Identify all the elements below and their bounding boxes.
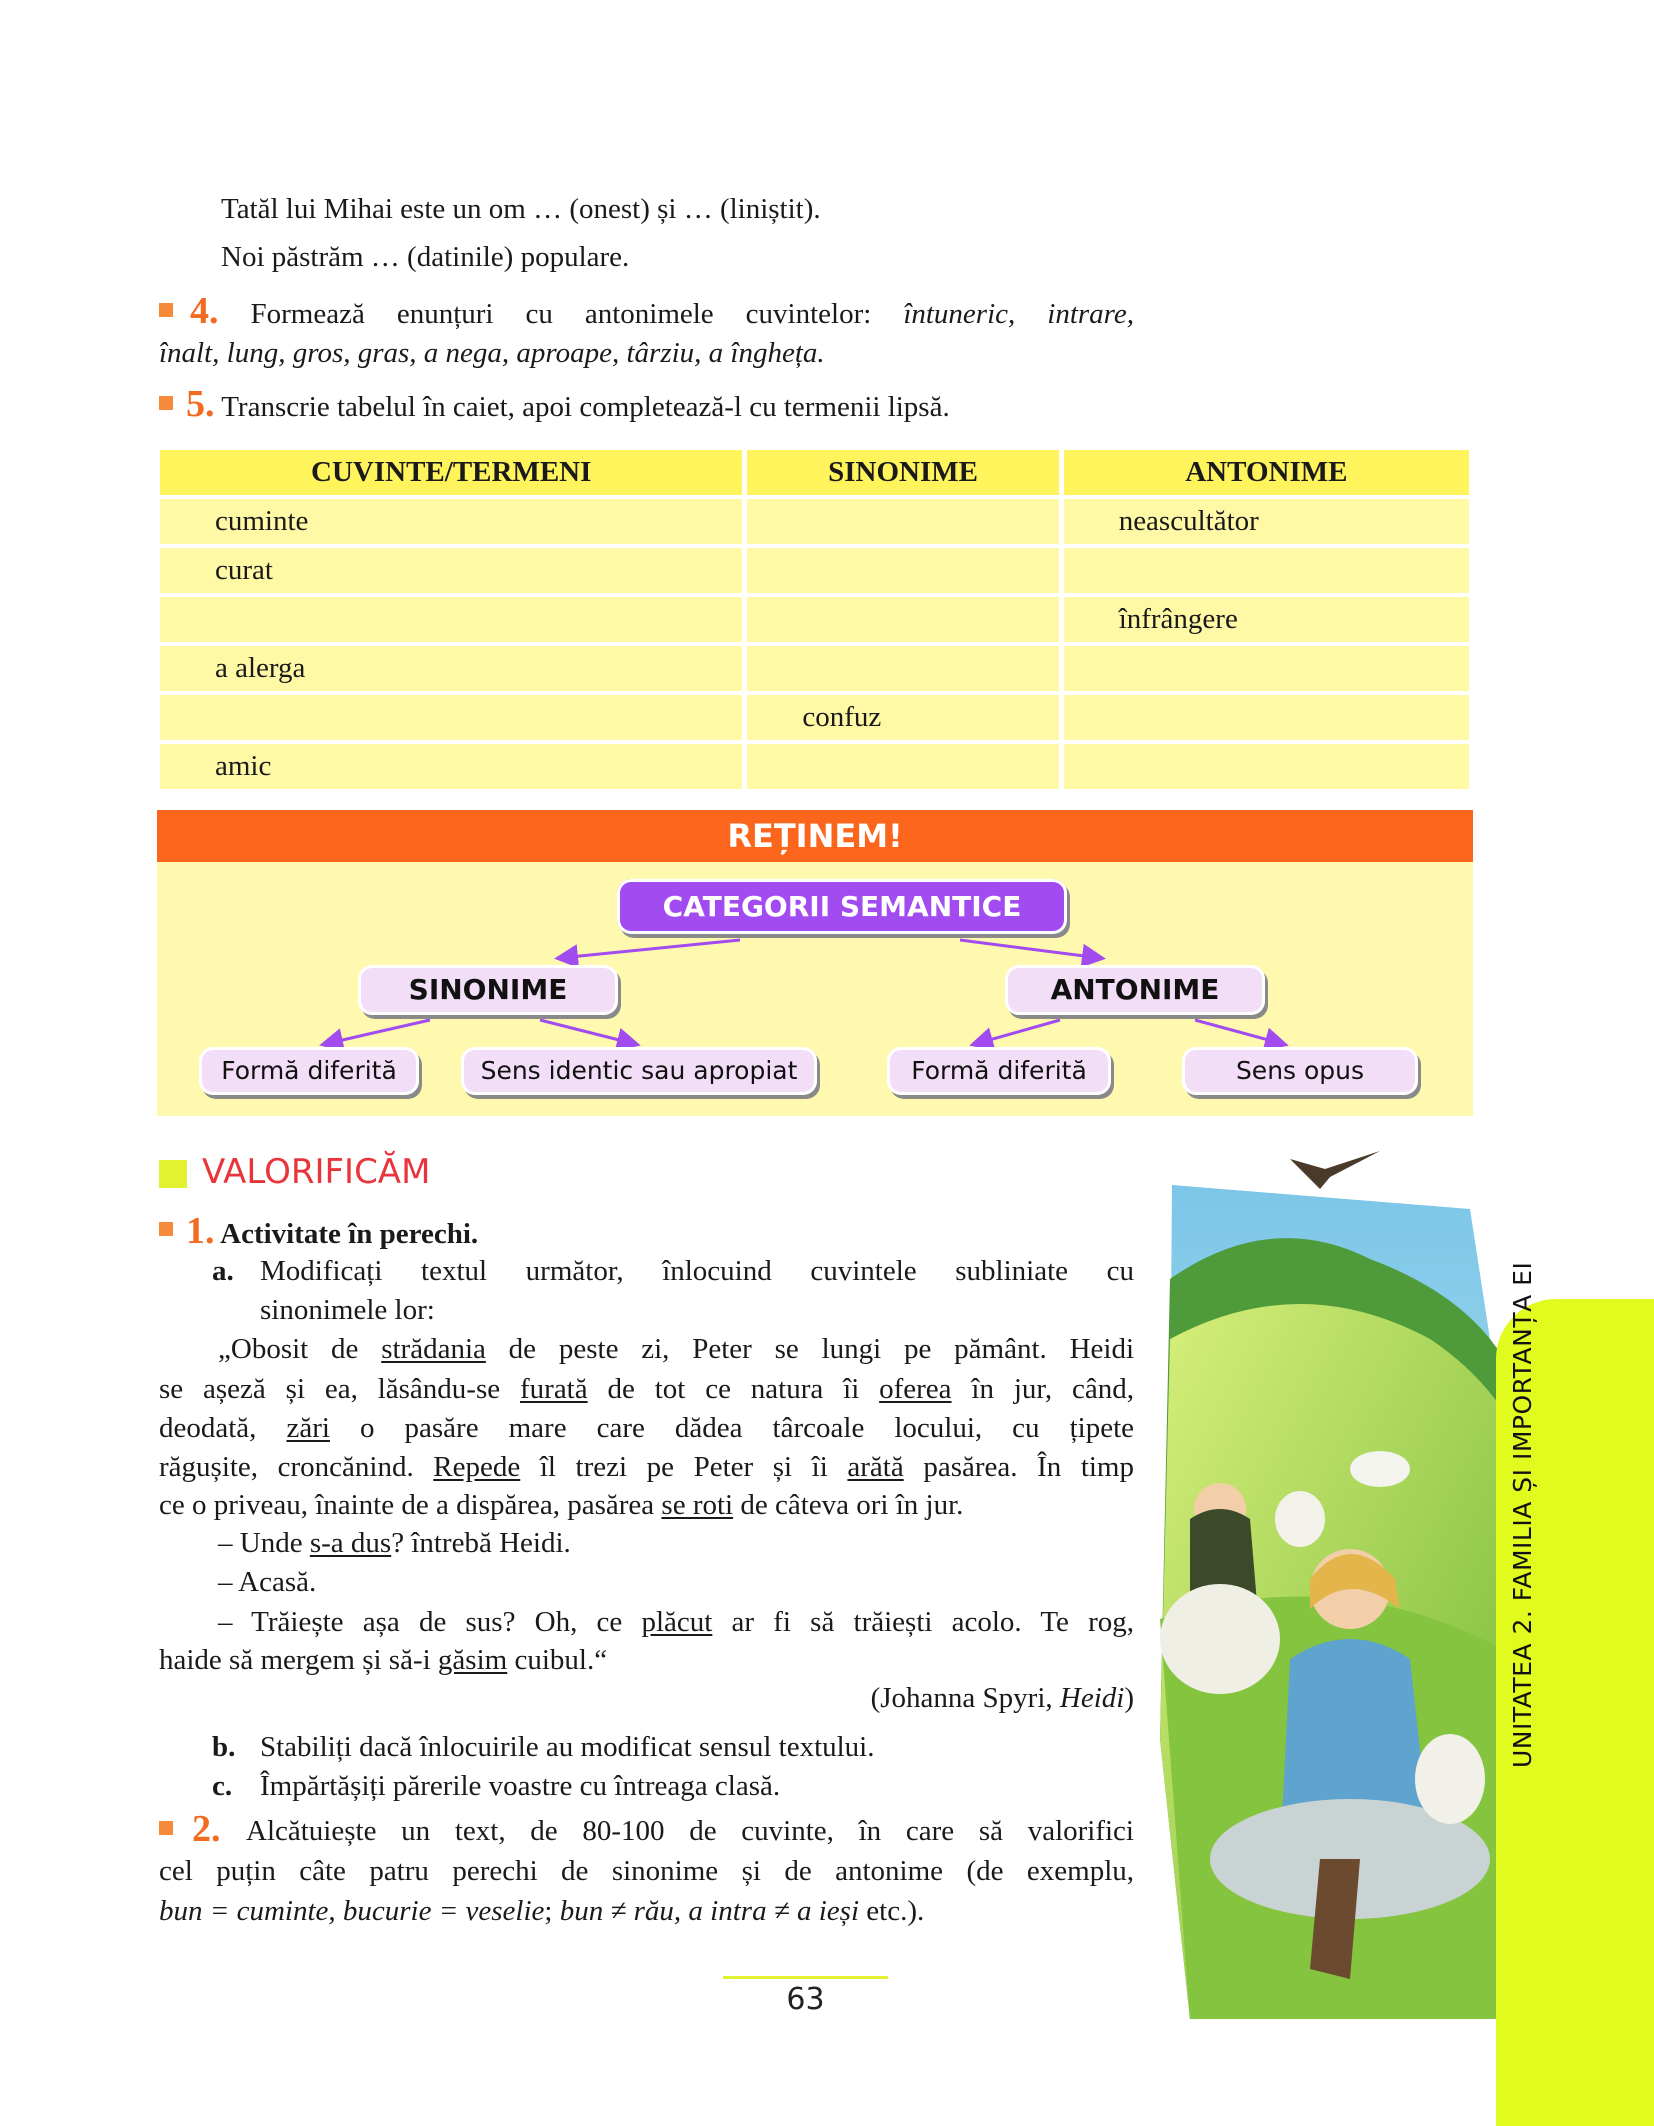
underlined-word: arătă xyxy=(847,1451,904,1483)
text-segment: etc.). xyxy=(859,1895,925,1927)
section-square-icon xyxy=(159,1160,187,1188)
text-segment: ? întrebă Heidi. xyxy=(391,1527,571,1559)
text-segment: răgușite, croncănind. xyxy=(159,1451,434,1483)
heidi-illustration xyxy=(1150,1139,1520,2019)
underlined-word: furată xyxy=(520,1373,588,1405)
category-antonyms: ANTONIME xyxy=(1005,965,1265,1015)
bullet-icon xyxy=(159,1222,173,1236)
table-cell: amic xyxy=(160,744,742,789)
leaf-form: Formă diferită xyxy=(887,1047,1111,1095)
text-segment: bun = cuminte, bucurie = veselie xyxy=(159,1895,545,1927)
arrow-icon xyxy=(1195,1020,1283,1044)
underlined-word: Repede xyxy=(433,1451,521,1483)
table-header: CUVINTE/TERMENI xyxy=(160,450,742,495)
text-segment: se așeză și ea, lăsându-se xyxy=(159,1373,520,1405)
item-a-text: Modificați textul următor, înlocuind cuvintele subliniate cu xyxy=(260,1255,1134,1287)
table-header: ANTONIME xyxy=(1064,450,1469,495)
text-segment: în jur, când, xyxy=(951,1373,1134,1405)
exercise-5-text: Transcrie tabelul în caiet, apoi completează-l cu termenii lipsă. xyxy=(221,391,950,423)
underlined-word: zări xyxy=(286,1412,330,1444)
table-cell: cuminte xyxy=(160,499,742,544)
underlined-word: strădania xyxy=(381,1333,486,1365)
table-header: SINONIME xyxy=(747,450,1058,495)
text-segment: Formează enunțuri cu antonimele cuvintelor: xyxy=(250,298,904,330)
text-segment: – Acasă. xyxy=(218,1566,317,1598)
text-segment: bun ≠ rău, a intra ≠ a ieși xyxy=(559,1895,860,1927)
item-label: b. xyxy=(212,1731,236,1763)
exercise-2-line xyxy=(159,1852,1134,1891)
table-cell: înfrângere xyxy=(1064,597,1469,642)
text-segment: îl trezi pe Peter și îi xyxy=(520,1451,848,1483)
exercise-number-text: 2. xyxy=(192,1808,221,1850)
goat-icon xyxy=(1350,1451,1410,1487)
bullet-icon xyxy=(159,1821,173,1835)
exercise-1-line xyxy=(186,1212,478,1254)
passage-line xyxy=(159,1486,963,1525)
leaf-form: Formă diferită xyxy=(199,1047,419,1095)
underlined-word: plăcut xyxy=(641,1606,713,1638)
underlined-word: s-a dus xyxy=(309,1527,392,1559)
retinem-banner: REȚINEM! xyxy=(157,810,1473,862)
exercise-2-line xyxy=(159,1892,924,1931)
text-segment: o pasăre mare care dădea târcoale locului, cu țipete xyxy=(329,1412,1134,1444)
text-segment: înalt, lung, gros, gras, a nega, aproape, târziu, a îngheța. xyxy=(159,337,825,369)
text-segment: pasărea. În timp xyxy=(903,1451,1134,1483)
item-label: c. xyxy=(212,1770,233,1802)
arrow-icon xyxy=(325,1020,430,1044)
page-number-rule xyxy=(723,1976,888,1979)
exercise-number: 5. xyxy=(186,383,215,425)
text-segment: cel puțin câte patru perechi de sinonime și de antonime (de exemplu, xyxy=(159,1855,1134,1887)
category-root: CATEGORII SEMANTICE xyxy=(617,879,1067,934)
item-c-text: Împărtășiți părerile voastre cu întreaga clasă. xyxy=(260,1770,781,1802)
text-segment: deodată, xyxy=(159,1412,287,1444)
intro-line: Noi păstrăm … (datinile) populare. xyxy=(221,241,630,273)
category-synonyms: SINONIME xyxy=(358,965,618,1015)
text-segment: „Obosit de xyxy=(218,1333,382,1365)
text-segment: Alcătuiește un text, de 80-100 de cuvinte, în care să valorifici xyxy=(246,1815,1134,1847)
exercise-2-line xyxy=(246,1812,1134,1851)
passage-line xyxy=(159,1448,1134,1487)
intro-line: Tatăl lui Mihai este un om … (onest) și … (liniștit). xyxy=(221,193,821,225)
arrow-icon xyxy=(960,940,1100,958)
exercise-number xyxy=(192,1810,221,1852)
arrow-icon xyxy=(540,1020,635,1044)
table-cell: confuz xyxy=(747,695,1058,740)
bird-icon xyxy=(1290,1151,1380,1189)
goat-icon xyxy=(1275,1491,1325,1547)
passage-line xyxy=(218,1330,1134,1369)
text-segment: ; xyxy=(544,1895,560,1927)
text-segment: – Trăiește așa de sus? Oh, ce xyxy=(218,1606,642,1638)
section-title: VALORIFICĂM xyxy=(202,1152,431,1192)
item-label: a. xyxy=(212,1255,234,1287)
exercise-number: 1. xyxy=(186,1210,215,1252)
page-number: 63 xyxy=(786,1982,825,2017)
underlined-word: se roti xyxy=(661,1489,734,1521)
leaf-meaning: Sens identic sau apropiat xyxy=(461,1047,817,1095)
item-a-text: sinonimele lor: xyxy=(260,1294,435,1326)
text-segment: ce o priveau, înainte de a dispărea, pasărea xyxy=(159,1489,662,1521)
leaf-meaning: Sens opus xyxy=(1182,1047,1418,1095)
text-segment: întuneric, intrare, xyxy=(903,298,1134,330)
text-segment: ) xyxy=(1124,1682,1134,1714)
text-segment: cuibul.“ xyxy=(507,1644,608,1676)
underlined-word: oferea xyxy=(879,1373,952,1405)
passage-line xyxy=(159,1370,1134,1409)
text-run xyxy=(871,1682,1134,1714)
passage-line xyxy=(218,1524,571,1563)
text-segment: de peste zi, Peter se lungi pe pământ. Heidi xyxy=(485,1333,1134,1365)
text-segment: Heidi xyxy=(1059,1682,1125,1714)
text-segment: de tot ce natura îi xyxy=(587,1373,880,1405)
text-segment: haide să mergem și să-i xyxy=(159,1644,438,1676)
text-segment: (Johanna Spyri, xyxy=(870,1682,1060,1714)
text-segment: – Unde xyxy=(218,1527,310,1559)
passage-line xyxy=(159,1409,1134,1448)
table-cell: curat xyxy=(160,548,742,593)
passage-line xyxy=(218,1603,1134,1642)
underlined-word: găsim xyxy=(437,1644,508,1676)
exercise-number: 4. xyxy=(190,290,219,332)
chapter-title: UNITATEA 2. FAMILIA ȘI IMPORTANȚA EI xyxy=(1508,1261,1537,1768)
source-citation xyxy=(826,1679,1134,1718)
passage-line xyxy=(159,1641,607,1680)
exercise-1-title: Activitate în perechi. xyxy=(220,1218,479,1250)
table-cell: a alerga xyxy=(160,646,742,691)
passage-line xyxy=(218,1563,316,1602)
arrow-icon xyxy=(560,940,740,958)
text-segment: ar fi să trăiești acolo. Te rog, xyxy=(712,1606,1135,1638)
arrow-icon xyxy=(975,1020,1060,1044)
table-cell: neascultător xyxy=(1064,499,1469,544)
text-segment: de câteva ori în jur. xyxy=(733,1489,964,1521)
item-b-text: Stabiliți dacă înlocuirile au modificat sensul textului. xyxy=(260,1731,875,1763)
